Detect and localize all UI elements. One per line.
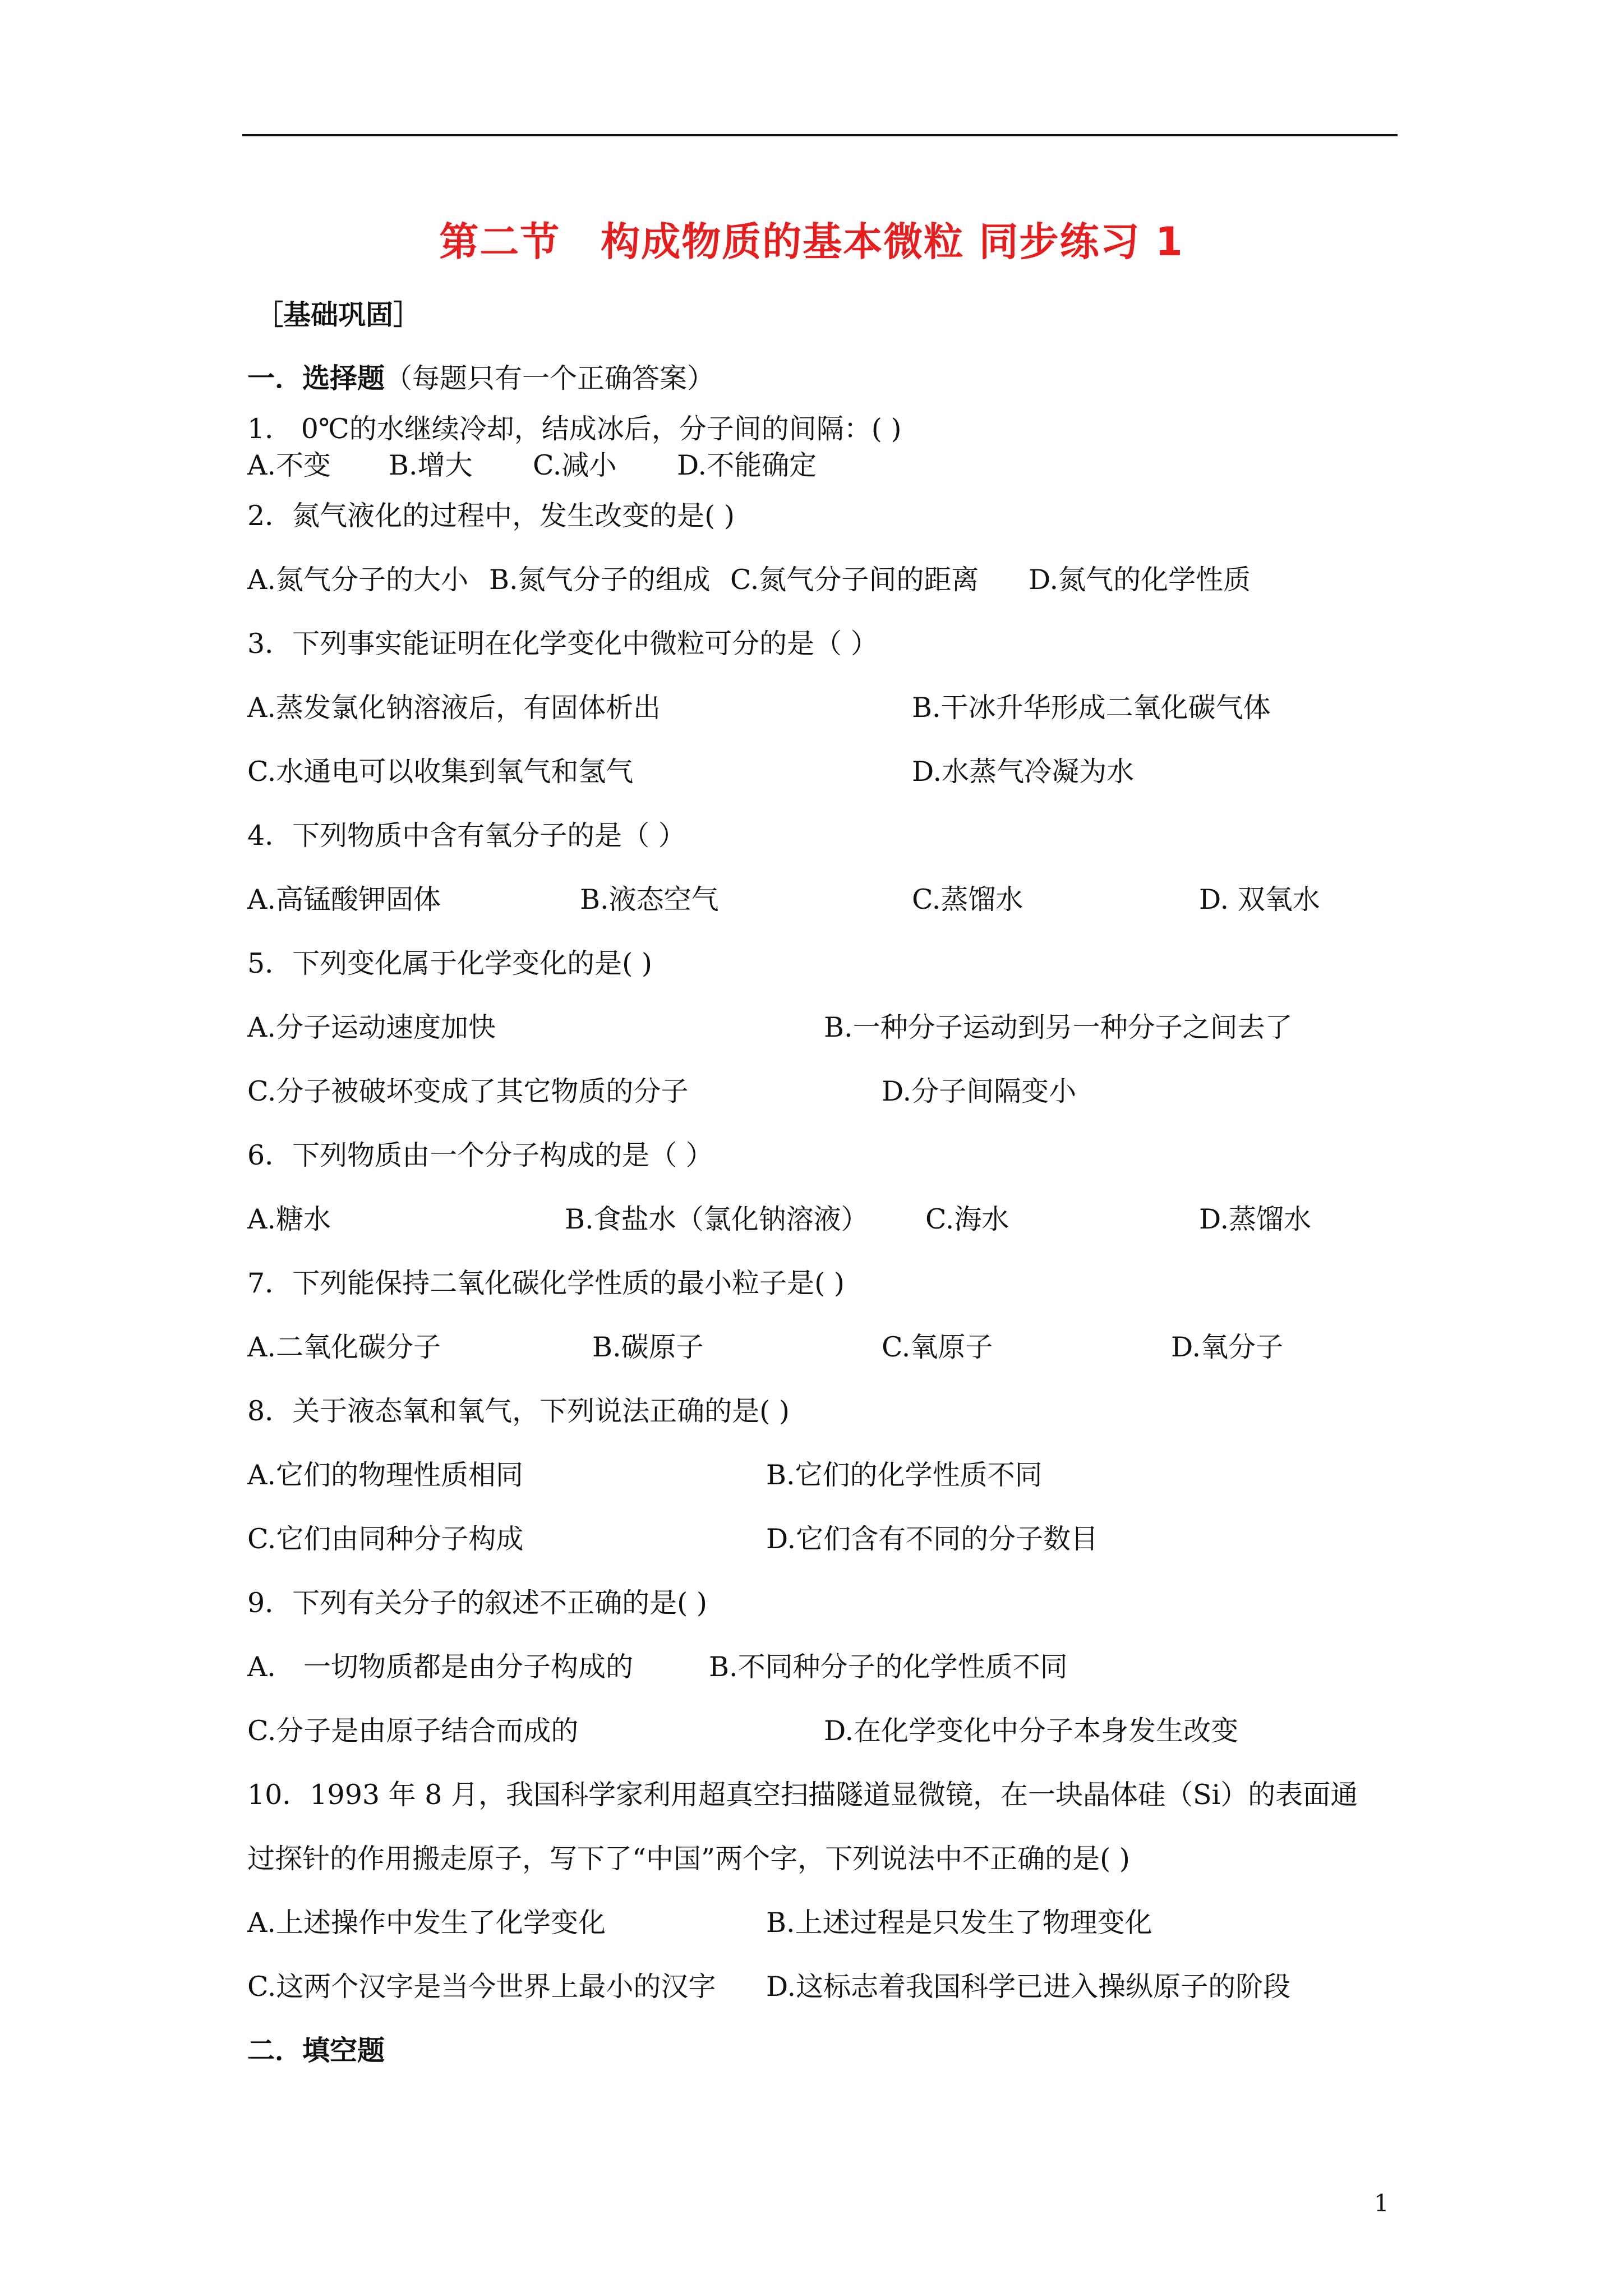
q3-option-d: D.水蒸气冷凝为水 bbox=[912, 756, 1135, 788]
q9-option-d: D.在化学变化中分子本身发生改变 bbox=[824, 1715, 1239, 1747]
page-title: 第二节 构成物质的基本微粒 同步练习 1 bbox=[439, 219, 1184, 265]
q2-option-b: B.氮气分子的组成 bbox=[489, 564, 711, 596]
q1-option-b: B.增大 bbox=[389, 449, 473, 481]
q10-option-b: B.上述过程是只发生了物理变化 bbox=[766, 1907, 1152, 1939]
question-8-stem: 8．关于液态氧和氧气，下列说法正确的是( ) bbox=[247, 1395, 790, 1427]
q3-option-b: B.干冰升华形成二氧化碳气体 bbox=[912, 692, 1271, 724]
question-5-stem: 5．下列变化属于化学变化的是( ) bbox=[247, 947, 652, 979]
q5-option-b: B.一种分子运动到另一种分子之间去了 bbox=[824, 1011, 1293, 1043]
question-4-stem: 4．下列物质中含有氧分子的是（ ） bbox=[247, 820, 686, 852]
section-header: ［基础巩固］ bbox=[256, 299, 421, 331]
q8-option-b: B.它们的化学性质不同 bbox=[766, 1459, 1043, 1491]
q10-option-a: A.上述操作中发生了化学变化 bbox=[247, 1907, 606, 1939]
q4-option-c: C.蒸馏水 bbox=[912, 884, 1023, 915]
q6-option-a: A.糖水 bbox=[247, 1203, 331, 1235]
question-3-stem: 3．下列事实能证明在化学变化中微粒可分的是（ ） bbox=[247, 628, 878, 660]
q9-option-c: C.分子是由原子结合而成的 bbox=[247, 1715, 579, 1747]
q3-option-a: A.蒸发氯化钠溶液后，有固体析出 bbox=[247, 692, 661, 724]
q10-option-d: D.这标志着我国科学已进入操纵原子的阶段 bbox=[766, 1971, 1291, 2003]
q8-option-a: A.它们的物理性质相同 bbox=[247, 1459, 523, 1491]
part1-title: 一．选择题 bbox=[247, 362, 385, 394]
q5-option-c: C.分子被破坏变成了其它物质的分子 bbox=[247, 1075, 689, 1107]
q4-option-d: D. 双氧水 bbox=[1199, 884, 1320, 915]
q2-option-c: C.氮气分子间的距离 bbox=[730, 564, 979, 596]
q7-option-b: B.碳原子 bbox=[592, 1331, 704, 1363]
part1-heading bbox=[247, 362, 714, 395]
question-10-stem-line1: 10．1993 年 8 月，我国科学家利用超真空扫描隧道显微镜，在一块晶体硅（Si）的表面通 bbox=[247, 1779, 1358, 1811]
part2-heading: 二．填空题 bbox=[247, 2035, 385, 2067]
q1-option-c: C.减小 bbox=[533, 449, 617, 481]
q9-option-a: A． 一切物质都是由分子构成的 bbox=[247, 1651, 633, 1683]
q2-option-a: A.氮气分子的大小 bbox=[247, 564, 468, 596]
q1-option-a: A.不变 bbox=[247, 449, 331, 481]
q5-option-d: D.分子间隔变小 bbox=[882, 1075, 1077, 1107]
question-7-stem: 7．下列能保持二氧化碳化学性质的最小粒子是( ) bbox=[247, 1267, 845, 1299]
page-number: 1 bbox=[1374, 2189, 1389, 2217]
header-rule bbox=[242, 134, 1398, 136]
q4-option-a: A.高锰酸钾固体 bbox=[247, 884, 441, 915]
q7-option-c: C.氧原子 bbox=[882, 1331, 993, 1363]
question-1-stem: 1． 0℃的水继续冷却，结成冰后，分子间的间隔：( ) bbox=[247, 413, 902, 445]
q5-option-a: A.分子运动速度加快 bbox=[247, 1011, 496, 1043]
q8-option-d: D.它们含有不同的分子数目 bbox=[766, 1523, 1099, 1555]
q6-option-c: C.海水 bbox=[925, 1203, 1009, 1235]
q7-option-a: A.二氧化碳分子 bbox=[247, 1331, 441, 1363]
q6-option-b: B.食盐水（氯化钠溶液） bbox=[565, 1203, 869, 1235]
q8-option-c: C.它们由同种分子构成 bbox=[247, 1523, 524, 1555]
q3-option-c: C.水通电可以收集到氧气和氢气 bbox=[247, 756, 634, 788]
part1-note: （每题只有一个正确答案） bbox=[385, 362, 715, 394]
q2-option-d: D.氮气的化学性质 bbox=[1029, 564, 1251, 596]
q6-option-d: D.蒸馏水 bbox=[1199, 1203, 1312, 1235]
q4-option-b: B.液态空气 bbox=[580, 884, 719, 915]
question-9-stem: 9．下列有关分子的叙述不正确的是( ) bbox=[247, 1587, 707, 1619]
question-10-stem-line2: 过探针的作用搬走原子，写下了“中国”两个字，下列说法中不正确的是( ) bbox=[247, 1843, 1130, 1875]
question-2-stem: 2．氮气液化的过程中，发生改变的是( ) bbox=[247, 500, 735, 532]
q7-option-d: D.氧分子 bbox=[1171, 1331, 1284, 1363]
q9-option-b: B.不同种分子的化学性质不同 bbox=[709, 1651, 1068, 1683]
q1-option-d: D.不能确定 bbox=[677, 449, 817, 481]
q10-option-c: C.这两个汉字是当今世界上最小的汉字 bbox=[247, 1971, 716, 2003]
question-6-stem: 6．下列物质由一个分子构成的是（ ） bbox=[247, 1139, 713, 1171]
